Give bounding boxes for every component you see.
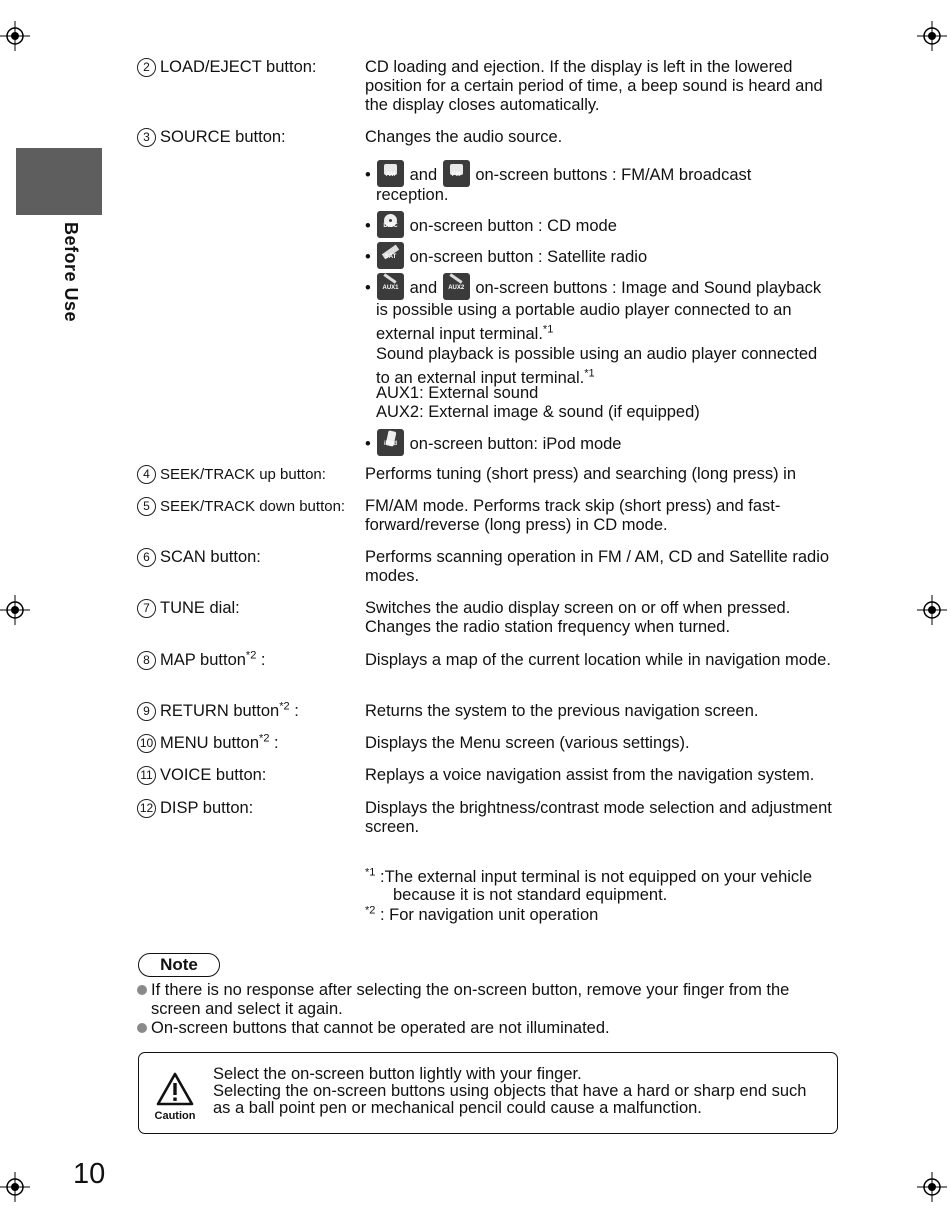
source-bullet-text: AUX1: External sound AUX2: External image & sound (if equipped) bbox=[376, 384, 700, 421]
item-number: 6 bbox=[137, 548, 156, 567]
item-number: 7 bbox=[137, 599, 156, 618]
source-bullet: • iPod on-screen button: iPod mode bbox=[365, 429, 845, 456]
item-number: 3 bbox=[137, 128, 156, 147]
source-bullet: • AM and FM on-screen buttons : FM/AM broadcast bbox=[365, 160, 845, 187]
note-label: Note bbox=[138, 953, 220, 977]
crop-mark-icon bbox=[917, 595, 947, 625]
item-term: SEEK/TRACK down button: bbox=[160, 498, 346, 515]
item-number: 9 bbox=[137, 702, 156, 721]
source-bullet: • SAT on-screen button : Satellite radio bbox=[365, 242, 845, 269]
footnotes: $^{*1}$ :The external input terminal is not equipped on your vehicle because it is not standard equipment. $^{*2}$ : For navigation unit operation bbox=[365, 866, 813, 924]
item-description: Performs tuning (short press) and searching (long press) in bbox=[365, 465, 797, 483]
source-bullet: • AUX1 and AUX2 on-screen buttons : Image and Sound playback bbox=[365, 273, 845, 300]
note-item: On-screen buttons that cannot be operated are not illuminated. bbox=[137, 1019, 837, 1038]
crop-mark-icon bbox=[917, 21, 947, 51]
bullet-dot-icon bbox=[137, 1023, 147, 1033]
item-description: FM/AM mode. Performs track skip (short press) and fast-forward/reverse (long press) in CD mode. bbox=[365, 497, 781, 534]
item-description: Replays a voice navigation assist from the navigation system. bbox=[365, 766, 815, 784]
warning-triangle-icon bbox=[155, 1071, 195, 1107]
item-number: 10 bbox=[137, 734, 156, 753]
item-number: 12 bbox=[137, 799, 156, 818]
aux2-icon: AUX2 bbox=[443, 273, 470, 300]
item-term: MENU button bbox=[160, 734, 260, 752]
section-tab-label: Before Use bbox=[61, 222, 81, 323]
item-term: SCAN button: bbox=[160, 548, 261, 566]
item-number: 2 bbox=[137, 58, 156, 77]
item-description: CD loading and ejection. If the display is left in the lowered position for a certain period of time, a beep sound is heard and the display closes automatically. bbox=[365, 58, 823, 114]
caution-block bbox=[153, 1071, 197, 1122]
am-icon: AM bbox=[377, 160, 404, 187]
item-number: 11 bbox=[137, 766, 156, 785]
item-term: LOAD/EJECT button: bbox=[160, 58, 317, 76]
item-term: RETURN button bbox=[160, 702, 280, 720]
page-number: 10 bbox=[73, 1158, 106, 1190]
crop-mark-icon bbox=[0, 21, 30, 51]
disc-icon: DISC bbox=[377, 211, 404, 238]
source-bullet: • DISC on-screen button : CD mode bbox=[365, 211, 845, 238]
item-description: Returns the system to the previous navigation screen. bbox=[365, 702, 759, 720]
item-term: TUNE dial: bbox=[160, 599, 240, 617]
bullet-dot-icon bbox=[137, 985, 147, 995]
source-bullet-text: is possible using a portable audio player connected to an external input terminal.$^{*1}$ bbox=[376, 301, 792, 343]
item-term: DISP button: bbox=[160, 799, 254, 817]
crop-mark-icon bbox=[0, 1172, 30, 1202]
crop-mark-icon bbox=[917, 1172, 947, 1202]
item-term: VOICE button: bbox=[160, 766, 267, 784]
item-description: Displays the brightness/contrast mode selection and adjustment screen. bbox=[365, 799, 832, 836]
item-number: 4 bbox=[137, 465, 156, 484]
item-description: Displays a map of the current location while in navigation mode. bbox=[365, 651, 831, 669]
item-description: Switches the audio display screen on or off when pressed. Changes the radio station frequency when turned. bbox=[365, 599, 791, 636]
fm-icon: FM bbox=[443, 160, 470, 187]
item-description: Changes the audio source. bbox=[365, 128, 563, 146]
item-number: 5 bbox=[137, 497, 156, 516]
satellite-icon: SAT bbox=[377, 242, 404, 269]
item-number: 8 bbox=[137, 651, 156, 670]
item-term: SOURCE button: bbox=[160, 128, 286, 146]
ipod-icon: iPod bbox=[377, 429, 404, 456]
caution-text: Select the on-screen button lightly with your finger. Selecting the on-screen buttons using objects that have a hard or sharp end such as a ball point pen or mechanical pencil could cause a malfunction. bbox=[213, 1065, 807, 1117]
aux1-icon: AUX1 bbox=[377, 273, 404, 300]
source-bullet-text: reception. bbox=[376, 186, 449, 204]
item-term: SEEK/TRACK up button: bbox=[160, 466, 326, 483]
caution-box bbox=[138, 1052, 838, 1134]
item-description: Performs scanning operation in FM / AM, CD and Satellite radio modes. bbox=[365, 548, 830, 585]
crop-mark-icon bbox=[0, 595, 30, 625]
item-description: Displays the Menu screen (various settings). bbox=[365, 734, 690, 752]
section-tab-marker bbox=[16, 148, 102, 215]
caution-label: Caution bbox=[154, 1110, 196, 1122]
item-term: MAP button bbox=[160, 651, 246, 669]
note-item: If there is no response after selecting the on-screen button, remove your finger from the screen and select it again. bbox=[137, 981, 837, 1019]
source-bullet-text: Sound playback is possible using an audio player connected to an external input terminal.$^{*1}$ bbox=[376, 345, 818, 387]
